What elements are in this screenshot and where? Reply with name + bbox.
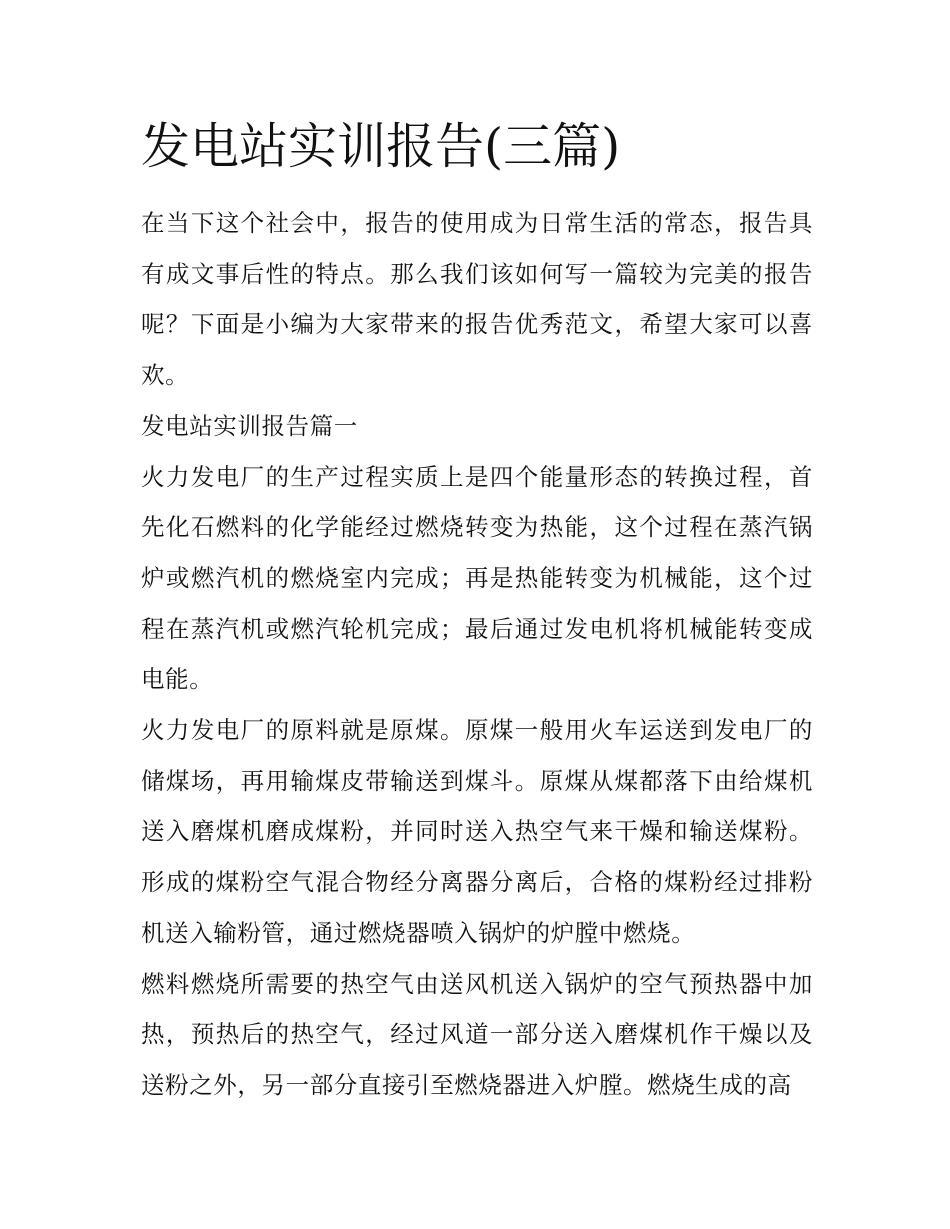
intro-paragraph: 在当下这个社会中，报告的使用成为日常生活的常态，报告具有成文事后性的特点。那么我们该如何写一篇较为完美的报告呢？下面是小编为大家带来的报告优秀范文，希望大家可以喜欢。 — [141, 209, 813, 390]
document-title: 发电站实训报告(三篇) — [141, 118, 621, 175]
section-heading: 发电站实训报告篇一 — [141, 411, 358, 440]
body-paragraph-2: 火力发电厂的原料就是原煤。原煤一般用火车运送到发电厂的储煤场，再用输煤皮带输送到煤斗。原煤从煤都落下由给煤机送入磨煤机磨成煤粉，并同时送入热空气来干燥和输送煤粉。形成的煤粉空气混合物经分离器分离后，合格的煤粉经过排粉机送入输粉管，通过燃烧器喷入锅炉的炉膛中燃烧。 — [141, 716, 813, 947]
document-body — [141, 112, 813, 1111]
body-paragraph-1: 火力发电厂的生产过程实质上是四个能量形态的转换过程，首先化石燃料的化学能经过燃烧转变为热能，这个过程在蒸汽锅炉或燃汽机的燃烧室内完成；再是热能转变为机械能，这个过程在蒸汽机或燃汽轮机完成；最后通过发电机将机械能转变成电能。 — [141, 462, 813, 694]
body-paragraph-3: 燃料燃烧所需要的热空气由送风机送入锅炉的空气预热器中加热，预热后的热空气，经过风道一部分送入磨煤机作干燥以及送粉之外，另一部分直接引至燃烧器进入炉膛。燃烧生成的高 — [141, 969, 813, 1099]
